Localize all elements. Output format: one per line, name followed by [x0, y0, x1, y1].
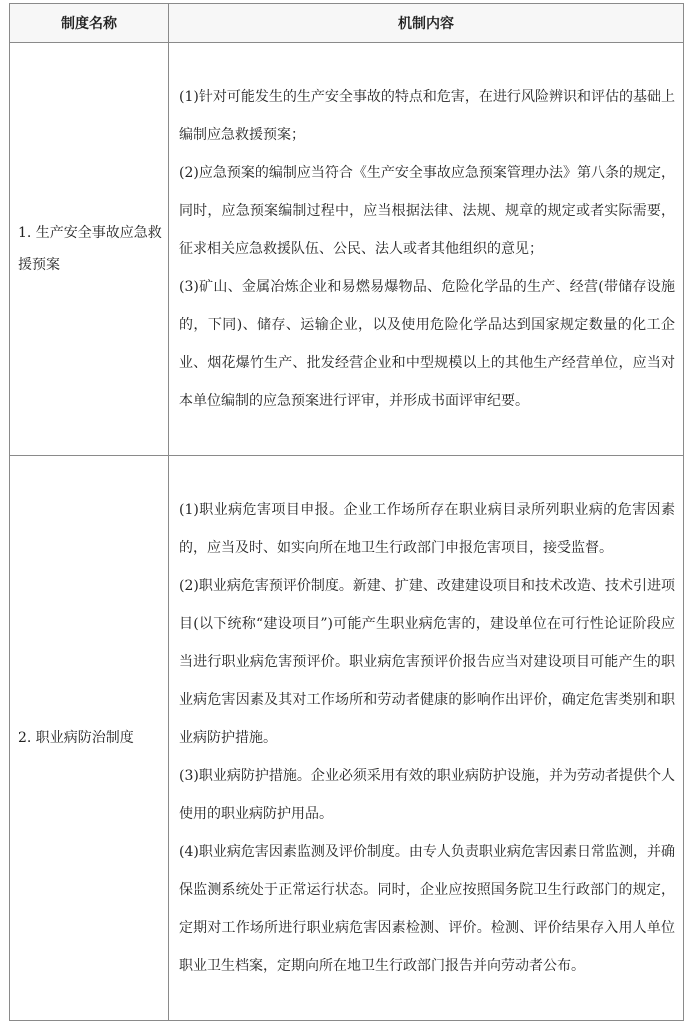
content-paragraph: (2)职业病危害预评价制度。新建、扩建、改建建设项目和技术改造、技术引进项目(以下统称“建设项目”)可能产生职业病危害的，建设单位在可行性论证阶段应当进行职业病危害预评价。职业病危害预评价报告应当对建设项目可能产生的职业病危害因素及其对工作场所和劳动者健康的影响作出评价，确定危害类别和职业病防护措施。	[179, 578, 675, 746]
header-mechanism-content: 机制内容	[169, 4, 684, 43]
policy-content-cell	[169, 456, 684, 1021]
policy-content-cell	[169, 43, 684, 456]
table-header-row	[10, 4, 684, 43]
content-paragraph: (4)职业病危害因素监测及评价制度。由专人负责职业病危害因素日常监测，并确保监测系统处于正常运行状态。同时，企业应按照国务院卫生行政部门的规定，定期对工作场所进行职业病危害因素检测、评价。检测、评价结果存入用人单位职业卫生档案，定期向所在地卫生行政部门报告并向劳动者公布。	[179, 844, 675, 974]
policy-name-cell: 2. 职业病防治制度	[10, 456, 169, 1021]
content-paragraph: (3)矿山、金属冶炼企业和易燃易爆物品、危险化学品的生产、经营(带储存设施的，下同)、储存、运输企业，以及使用危险化学品达到国家规定数量的化工企业、烟花爆竹生产、批发经营企业和中型规模以上的其他生产经营单位，应当对本单位编制的应急预案进行评审，并形成书面评审纪要。	[179, 279, 675, 409]
policy-table	[9, 3, 684, 1021]
content-paragraph: (1)针对可能发生的生产安全事故的特点和危害，在进行风险辨识和评估的基础上编制应急救援预案；	[179, 89, 675, 143]
content-paragraph: (2)应急预案的编制应当符合《生产安全事故应急预案管理办法》第八条的规定，同时，应急预案编制过程中，应当根据法律、法规、规章的规定或者实际需要，征求相关应急救援队伍、公民、法人或者其他组织的意见；	[179, 165, 675, 257]
content-paragraph: (3)职业病防护措施。企业必须采用有效的职业病防护设施，并为劳动者提供个人使用的职业病防护用品。	[179, 768, 675, 822]
content-paragraph: (1)职业病危害项目申报。企业工作场所存在职业病目录所列职业病的危害因素的，应当及时、如实向所在地卫生行政部门申报危害项目，接受监督。	[179, 502, 675, 556]
table-row	[10, 456, 684, 1021]
header-policy-name: 制度名称	[10, 4, 169, 43]
policy-name-cell: 1. 生产安全事故应急救援预案	[10, 43, 169, 456]
table-row	[10, 43, 684, 456]
